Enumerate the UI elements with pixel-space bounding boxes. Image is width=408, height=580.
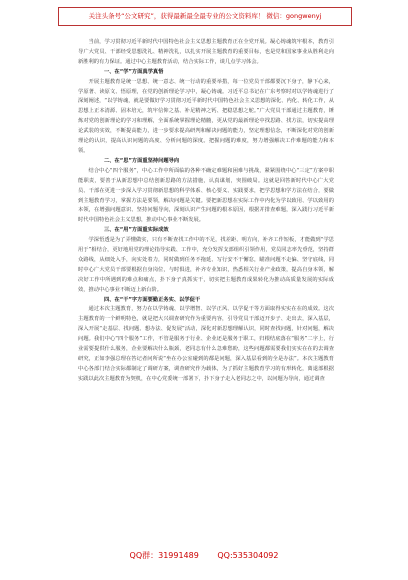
footer-qq: QQ:535304092 [217, 551, 279, 560]
paragraph: 当前，学习贯彻习近平新时代中国特色社会主义思想主题教育正在全党开展。凝心铸魂筑牢根本，教育引导广大党员、干部经受思想洗礼、精神洗礼，以扎实开展主题教育的重要目标，也是党和国家事业从胜利走向新胜利的有力保证。通过中心主题教育活动，结合实际工作，谈几点学习体会。 [78, 39, 334, 65]
footer-qq-group: QQ群：31991489 [129, 551, 199, 560]
paragraph: 开展主题教育是统一思想、统一意志、统一行动的重要举措，每一位党员干部都要沉下身子，静下心来，学原著、读原文、悟原理，在党的创新理论学习中，凝心铸魂。习近平总书记在广东考察时对以学铸魂进行了深刻阐述，“以学铸魂，就是要做好学习贯彻习近平新时代中国特色社会主义思想的深化、内化、转化工作，从思想上正本清源、固本培元，筑牢信仰之基、补足精神之钙、把稳思想之舵。”广大党员干部通过主题教育，锤炼对党的创新理论的学习和理解，全面系统掌握理论精髓，更从党的最新理论中找思路、找方法，切实提高理论武装的实效，不断提高能力，进一步要求提高研判和解决问题的能力，坚定理想信念，不断深化对党的创新理论的认识，提高认识问题的高度、分析问题的深度。把握问题的难度，努力增强解决工作难题的能力和本领。 [78, 78, 334, 154]
footer [0, 550, 408, 561]
paragraph: 结合中心“四个服务”，中心工作中所面临的各种不确定难题和困难与挑战，紧紧围绕中心“三定”方案中职能职责，要善于从新思想中总结创新思路的方法措施，认真谋划，突围破局。这就是回答新时代中心广大党员、干部在更进一步深入学习贯彻新思想的科学体系、核心要义、实践要求，把学思想和学方法在结合，要做到主题教育学习，掌握方法是要领，解决问题是关键。要把新思想在实际工作中内化为学以致用、学以致用的本领，在增强问题意识、坚持问题导向，深刻认识产生问题的根本原因，根据并排查难题，深入践行习近平新时代中国特色社会主义思想，推动中心事业不断发展。 [78, 167, 334, 224]
top-banner: 关注头条号“公文研究”，获得最新最全最专业的公文资料库！ 微信：gongwenyj [58, 7, 352, 26]
paragraph: 通过本次主题教育，努力在以学铸魂、以学增智、以学正风、以学促干等方面取得实实在在的成效。这次主题教育的一个鲜明特色，就是把大兴调查研究作为重要内容，引导党员干部迈开步子、走出去，深入基层，深入开展“走基层、找问题、想办法、促发展”活动，深化对新思想理解认识，同时查找问题，针对问题，解决问题。我们中心“四个服务”工作，不管是服务于行业、企业还是服务于职工，归根结底落在“服务”二字上，行业需要提供什么服务，企业要解决什么瓶颈，老同志有什么急难愁盼，这些问题都需要我们实实在在的去调查研究，正如李强总理在答记者问所说“坐在办公室碰到的都是问题，深入基层看到的全是办法”。本次主题教育中心各部门结合实际都制定了调研方案，调查研究作为载体，为了抓好主题教育学习的有形转化，离退部根据实践以此次主题教育为契机，在中心党委统一部署下，扑下身子走入老同志之中，以问题为导向，通过调查 [78, 306, 334, 382]
section-heading: 三、在“用”方面重实际成效 [104, 227, 169, 234]
section-heading: 四、在“干”字方面要勤正务实、以学促干 [104, 296, 201, 303]
section-heading: 一、在“学”方面真学真悟 [104, 68, 164, 75]
paragraph: 学深悟透是为了弄懂做实，只有不断查找工作中的不足，找差距、明方向，补齐工作短板，才能做到“学思用于”相结合，更好地用党的理论指导实践、工作中，充分发挥支部组织引领作用，党员同志率先垂范，坚持群众路线，从细处入手，向实处着力，同时做到任务不拖延、写行安不干懈怠，瞄准问题不走偏、坚守底线，同时中心广大党员干部要根据自身岗位，与时俱进，补齐专业知识，热悉相关行业产业政策，提高自身本领，解决好工作中所遇到的难点和痛点，扑下身子真抓实干，切实把主题教育成果转化为推动高质量发展的实际成效，推动中心事业不断迈上新台阶。 [78, 237, 334, 293]
document-body [78, 38, 334, 385]
section-heading: 二、在“思”方面重坚持问题导向 [104, 157, 180, 164]
